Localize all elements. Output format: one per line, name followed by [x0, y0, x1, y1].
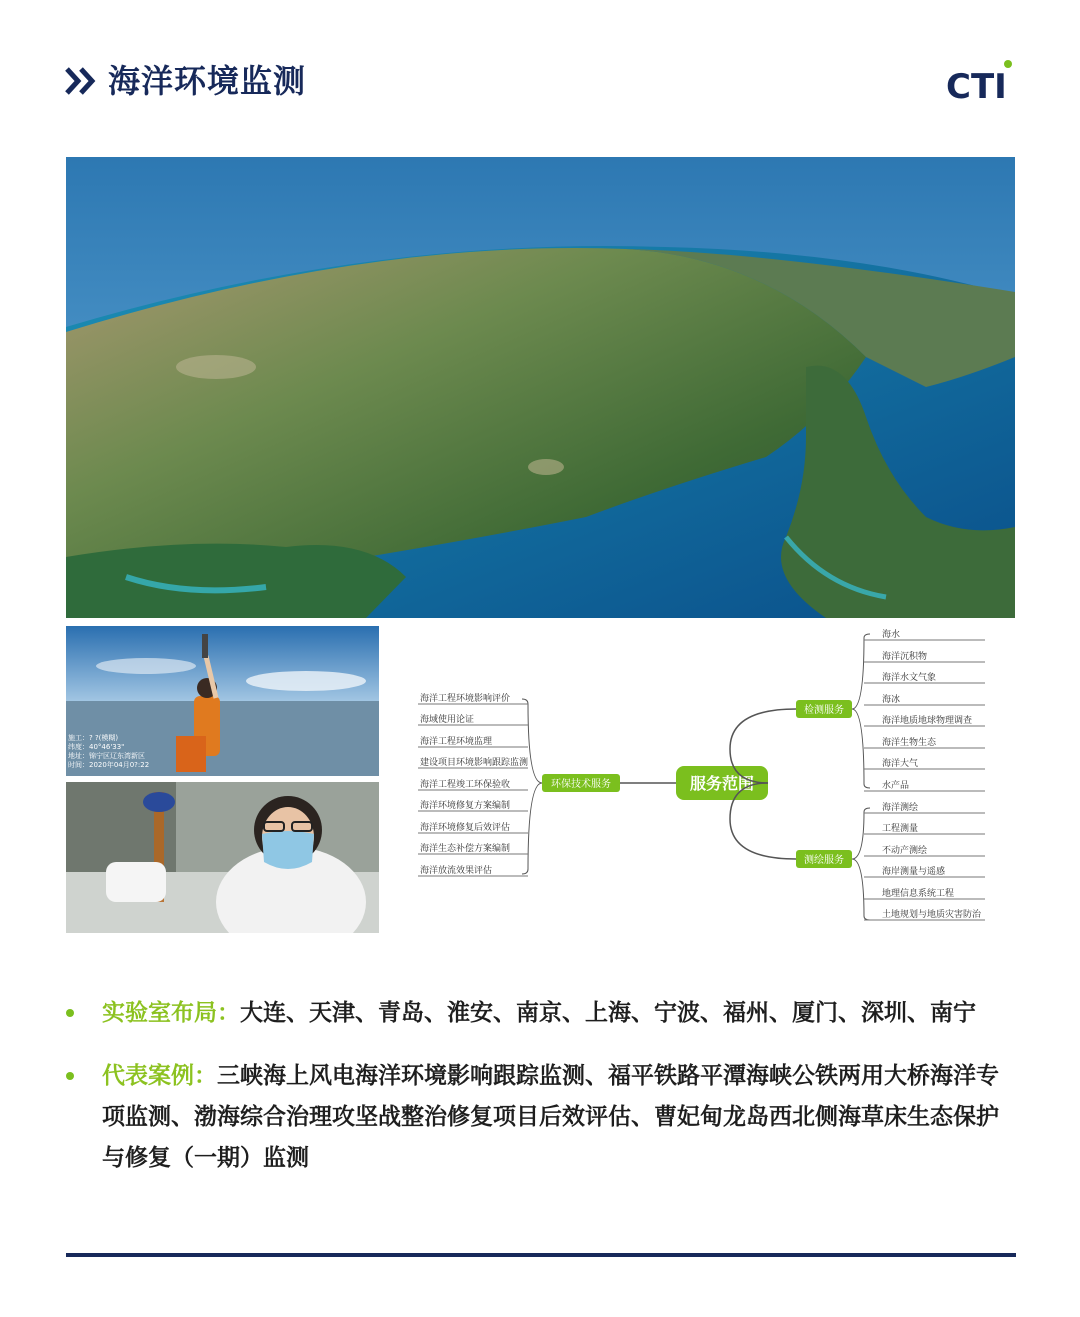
bullet-representative-cases: [66, 1056, 1016, 1179]
bullet-text: 大连、天津、青岛、淮安、南京、上海、宁波、福州、厦门、深圳、南宁: [240, 1000, 976, 1026]
service-scope-mindmap: [410, 624, 1000, 929]
bullet-label: 实验室布局：: [102, 1000, 240, 1026]
mindmap-left-items: [418, 692, 528, 876]
mindmap-top-item: 海洋大气: [882, 759, 919, 769]
mindmap-top-item: 海洋水文气象: [882, 673, 937, 683]
mindmap-bottom-item: 海洋测绘: [882, 803, 919, 813]
mindmap-left-item: 海洋环境修复方案编制: [420, 801, 511, 811]
bullet-list: [66, 993, 1016, 1201]
bullet-lab-layout: [66, 993, 1016, 1034]
cti-logo: [946, 58, 1016, 104]
bullet-text: 三峡海上风电海洋环境影响跟踪监测、福平铁路平潭海峡公铁两用大桥海洋专项监测、渤海综合治理攻坚战整治修复项目后效评估、曹妃甸龙岛西北侧海草床生态保护与修复（一期）监测: [102, 1063, 999, 1171]
bullet-dot-icon: [66, 1072, 74, 1080]
bullet-dot-icon: [66, 1009, 74, 1017]
mindmap-left-item: 海洋放流效果评估: [420, 866, 493, 876]
mindmap-left-item: 海域使用论证: [420, 715, 475, 725]
hero-map-image: [66, 157, 1015, 618]
bullet-label: 代表案例：: [102, 1063, 217, 1089]
field-sampling-photo: [66, 626, 379, 776]
mindmap-bottom-item: 工程测量: [882, 824, 919, 834]
mindmap-top-branch-label: 检测服务: [804, 705, 844, 716]
mindmap-top-item: 海洋生物生态: [882, 738, 937, 748]
mindmap-center-label: 服务范围: [689, 774, 755, 793]
mindmap-left-branch-label: 环保技术服务: [551, 779, 611, 790]
mindmap-bottom-item: 地理信息系统工程: [882, 889, 955, 899]
page-title: 海洋环境监测: [108, 62, 307, 100]
mindmap-bottom-item: 土地规划与地质灾害防治: [882, 910, 982, 920]
mindmap-top-item: 海洋沉积物: [882, 652, 928, 662]
mindmap-left-item: 海洋生态补偿方案编制: [420, 844, 511, 854]
footer-divider: [66, 1253, 1016, 1257]
mindmap-top-item: 海冰: [882, 695, 901, 705]
mindmap-left-item: 海洋工程竣工环保验收: [420, 780, 511, 790]
mindmap-bottom-item: 海岸测量与遥感: [882, 867, 946, 877]
mindmap-bottom-item: 不动产测绘: [882, 846, 928, 856]
mindmap-left-item: 海洋环境修复后效评估: [420, 823, 511, 833]
page-header: [64, 58, 1016, 104]
double-chevron-icon: [64, 66, 98, 96]
svg-text:CTI: CTI: [946, 67, 1007, 104]
photo-watermark: 施工：? ?(模糊) 纬度：40°46'33" 地址：锦宁区辽东湾新区 时间：2020年04月0?:22: [68, 734, 150, 769]
mindmap-top-item: 水产品: [882, 781, 910, 791]
mindmap-bottom-branch-label: 测绘服务: [804, 855, 844, 866]
mindmap-top-item: 海洋地质地球物理调查: [882, 716, 973, 726]
mindmap-left-item: 海洋工程环境影响评价: [420, 694, 511, 704]
mindmap-top-item: 海水: [882, 630, 901, 640]
lab-technician-photo: [66, 782, 379, 933]
mindmap-left-item: 海洋工程环境监理: [420, 737, 493, 747]
mindmap-top-items: [864, 628, 985, 791]
mindmap-left-item: 建设项目环境影响跟踪监测: [420, 758, 529, 768]
mindmap-bottom-items: [864, 801, 985, 920]
